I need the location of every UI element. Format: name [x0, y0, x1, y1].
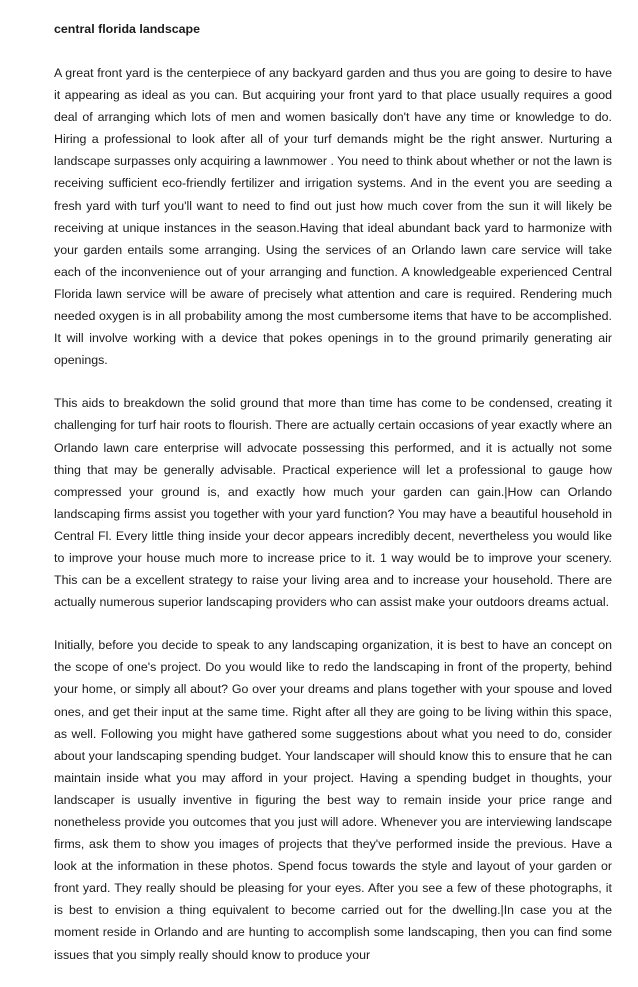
paragraph-3: Initially, before you decide to speak to any landscaping organization, it is best to have an concept on the scope of one's project. Do you would like to redo the landscaping in front of the property, behind your home, or simply all about? Go over your dreams and plans together with your spouse and loved ones, and get their input at the same time. Right after all they are going to be living within this space, as well. Following you might have gathered some suggestions about what you need to do, consider about your landscaping spending budget. Your landscaper will should know this to ensure that he can maintain inside what you may afford in your project. Having a spending budget in thoughts, your landscaper is usually inventive in figuring the best way to remain inside your price range and nonetheless provide you outcomes that you just will adore. Whenever you are interviewing landscape firms, ask them to show you images of projects that they've performed inside the previous. Have a look at the information in these photos. Spend focus towards the style and layout of your garden or front yard. They really should be pleasing for your eyes. After you see a few of these photographs, it is best to envision a thing equivalent to become carried out for the dwelling.|In case you at the moment reside in Orlando and are hunting to accomplish some landscaping, then you can find some issues that you simply really should know to produce your	[54, 638, 612, 962]
paragraph-1: A great front yard is the centerpiece of any backyard garden and thus you are going to desire to have it appearing as ideal as you can. But acquiring your front yard to that place usually requires a good deal of arranging which lots of men and women basically don't have any time or knowledge to do. Hiring a professional to look after all of your turf demands might be the right answer. Nurturing a landscape surpasses only acquiring a lawnmower . You need to think about whether or not the lawn is receiving sufficient eco-friendly fertilizer and irrigation systems. And in the event you are seeding a fresh yard with turf you'll want to need to find out just how much cover from the sun it will likely be receiving at unique instances in the season.Having that ideal abundant back yard to harmonize with your garden entails some arranging. Using the services of an Orlando lawn care service will take each of the inconvenience out of your arranging and function. A knowledgeable experienced Central Florida lawn service will be aware of precisely what attention and care is required. Rendering much needed oxygen is in all probability among the most cumbersome items that have to be accomplished. It will involve working with a device that pokes openings in to the ground primarily generating air openings.	[54, 66, 612, 368]
paragraph-2: This aids to breakdown the solid ground that more than time has come to be condensed, creating it challenging for turf hair roots to flourish. There are actually certain occasions of year exactly where an Orlando lawn care enterprise will advocate possessing this performed, and it is actually not some thing that may be generally advisable. Practical experience will let a professional to gauge how compressed your ground is, and exactly how much your garden can gain.|How can Orlando landscaping firms assist you together with your yard function? You may have a beautiful household in Central Fl. Every little thing inside your decor appears incredibly decent, nevertheless you would like to improve your house much more to increase price to it. 1 way would be to improve your scenery. This can be a excellent strategy to raise your living area and to increase your household. There are actually numerous superior landscaping providers who can assist make your outdoors dreams actual.	[54, 396, 612, 610]
document-page	[54, 18, 612, 987]
document-title: central florida landscape	[54, 22, 200, 36]
